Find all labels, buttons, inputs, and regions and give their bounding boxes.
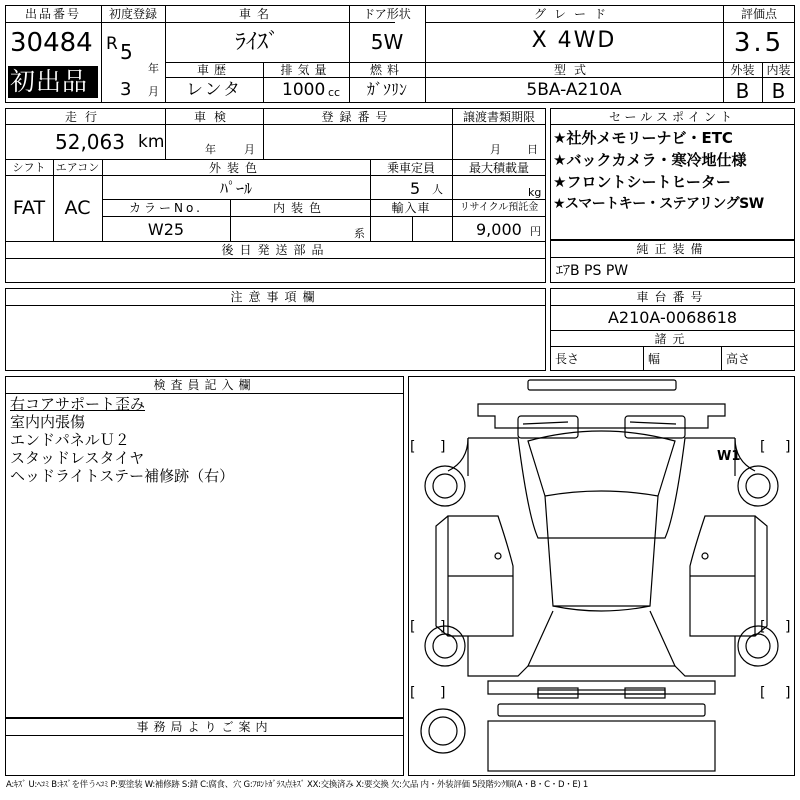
fuel: ｶﾞｿﾘﾝ [366, 80, 407, 99]
exterior-label: 外装 [730, 63, 755, 77]
inspection-year-unit: 年 [205, 143, 216, 156]
spec-length-label: 長さ [555, 352, 580, 366]
reg-number-label: 登録番号 [321, 110, 394, 124]
equipment-label: 純正装備 [636, 242, 709, 256]
grade-label: グレード [533, 7, 614, 21]
inspector-note: スタッドレスタイヤ [10, 449, 145, 467]
interior-grade: B [771, 79, 786, 103]
year-unit: 年 [148, 62, 159, 75]
color-no: W25 [147, 220, 185, 239]
ac-label: エアコン [55, 161, 100, 174]
history: レンタ [186, 80, 242, 100]
fuel-label: 燃料 [369, 63, 404, 77]
sales-point-item: ★バックカメラ・寒冷地仕様 [553, 151, 747, 169]
transfer-day-unit-visible: 日 [527, 143, 538, 156]
car-name: ﾗｲｽﾞ [234, 30, 279, 55]
shift-label: シフト [12, 161, 46, 174]
kei-unit: 系 [354, 227, 365, 240]
later-parts-label: 後日発送部品 [221, 243, 330, 257]
specs-label: 諸元 [654, 332, 691, 346]
import-label: 輸入車 [391, 201, 431, 215]
exterior-grade: B [735, 79, 750, 103]
bracket-right-rear: ] [440, 619, 446, 635]
kg-unit: kg [528, 186, 542, 199]
score: 3.5 [733, 28, 785, 58]
legend: A:ｷｽﾞ U:ﾍｺﾐ B:ｷｽﾞを伴うﾍｺﾐ P:要塗装 W:補修跡 S:錆 C:腐食、穴 G:ﾌﾛﾝﾄｶﾞﾗｽ点ｷｽﾞ XX:交換済み X:要交換 欠:欠品 内・外装評価 5段階ﾗﾝｸ順(A・B・C・D・E) 1 [6, 780, 589, 790]
lot-label: 出品番号 [24, 7, 81, 21]
bracket-right-spare-r: ] [785, 685, 791, 701]
km-unit: km [138, 132, 165, 152]
bracket-right-front: ] [440, 439, 446, 455]
mileage-label: 走行 [64, 110, 105, 124]
exterior-color: ﾊﾟｰﾙ [219, 179, 252, 198]
shift: FAT [12, 197, 46, 219]
first-reg-label: 初度登録 [108, 7, 157, 21]
bracket-left-front: [ [410, 439, 416, 455]
mileage: 52,063 [55, 130, 125, 154]
transfer-month-unit: 月 [490, 143, 501, 156]
spec-width-label: 幅 [648, 352, 661, 366]
score-label: 評価点 [740, 7, 777, 21]
sales-point-item: ★スマートキー・ステアリングSW [553, 196, 764, 212]
spec-height-label: 高さ [726, 352, 751, 366]
history-label: 車歴 [196, 63, 231, 77]
bracket-right-spare: ] [440, 685, 446, 701]
inspector-note: ヘッドライトステー補修跡（右） [10, 467, 235, 485]
recycle-fee: 9,000 [476, 220, 522, 239]
interior-color-label: 内装色 [272, 201, 327, 215]
capacity-label: 乗車定員 [386, 161, 435, 175]
interior-label: 内装 [766, 63, 791, 77]
sales-point-item: ★社外メモリーナビ・ETC [553, 129, 733, 147]
inspector-note: 室内内張傷 [10, 413, 86, 431]
inspection-label: 車検 [193, 110, 234, 124]
model-label: 型式 [553, 63, 594, 77]
equipment-value: ｴｱB PS PW [556, 263, 629, 279]
model: 5BA-A210A [526, 80, 622, 100]
capacity-unit: 人 [432, 183, 443, 196]
door-label: ドア形状 [363, 7, 411, 21]
capacity: 5 [410, 179, 421, 198]
yen-unit: 円 [530, 225, 541, 238]
era: R [106, 34, 118, 54]
displacement-label: 排気量 [280, 63, 332, 77]
lot-number: 30484 [10, 28, 93, 58]
ac: AC [64, 197, 91, 219]
car-name-label: 車名 [238, 7, 275, 21]
color-label: 外装色 [208, 161, 263, 175]
door-type: 5W [370, 30, 404, 54]
load-label: 最大積載量 [468, 161, 529, 175]
car-diagram-drawing [408, 376, 795, 776]
first-listing-label: 初出品 [10, 67, 89, 96]
displacement: 1000 [282, 80, 326, 100]
bracket-left-spare: [ [410, 685, 416, 701]
chassis-number: A210A-0068618 [607, 308, 738, 327]
bracket-right-front-r: ] [785, 439, 791, 455]
chassis-label: 車台番号 [636, 290, 709, 304]
inspector-label: 検査員記入欄 [153, 378, 256, 392]
bracket-left-front-r: [ [760, 439, 766, 455]
recycle-label: リサイクル預託金 [459, 202, 539, 213]
sales-points-label: セールスポイント [609, 110, 736, 124]
reg-year: 5 [120, 40, 133, 64]
bracket-left-rear: [ [410, 619, 416, 635]
office-label: 事務局よりご案内 [136, 720, 273, 734]
sales-point-item: ★フロントシートヒーター [553, 173, 731, 191]
month-unit: 月 [148, 85, 159, 98]
damage-mark-w1: W1 [717, 449, 741, 464]
inspector-note: 右コアサポート歪み [10, 395, 146, 413]
caution-label: 注意事項欄 [230, 290, 321, 304]
reg-month: 3 [120, 79, 132, 100]
color-no-label: カラーNo. [129, 201, 203, 215]
inspector-note: エンドパネルＵ２ [10, 431, 130, 449]
grade: X 4WD [531, 28, 617, 53]
bracket-left-spare-r: [ [760, 685, 766, 701]
transfer-label: 譲渡書類期限 [462, 110, 535, 124]
bracket-left-rear-r: [ [760, 619, 766, 635]
inspection-month-unit: 月 [244, 143, 255, 156]
bracket-right-rear-r: ] [785, 619, 791, 635]
cc-unit: cc [328, 86, 341, 99]
